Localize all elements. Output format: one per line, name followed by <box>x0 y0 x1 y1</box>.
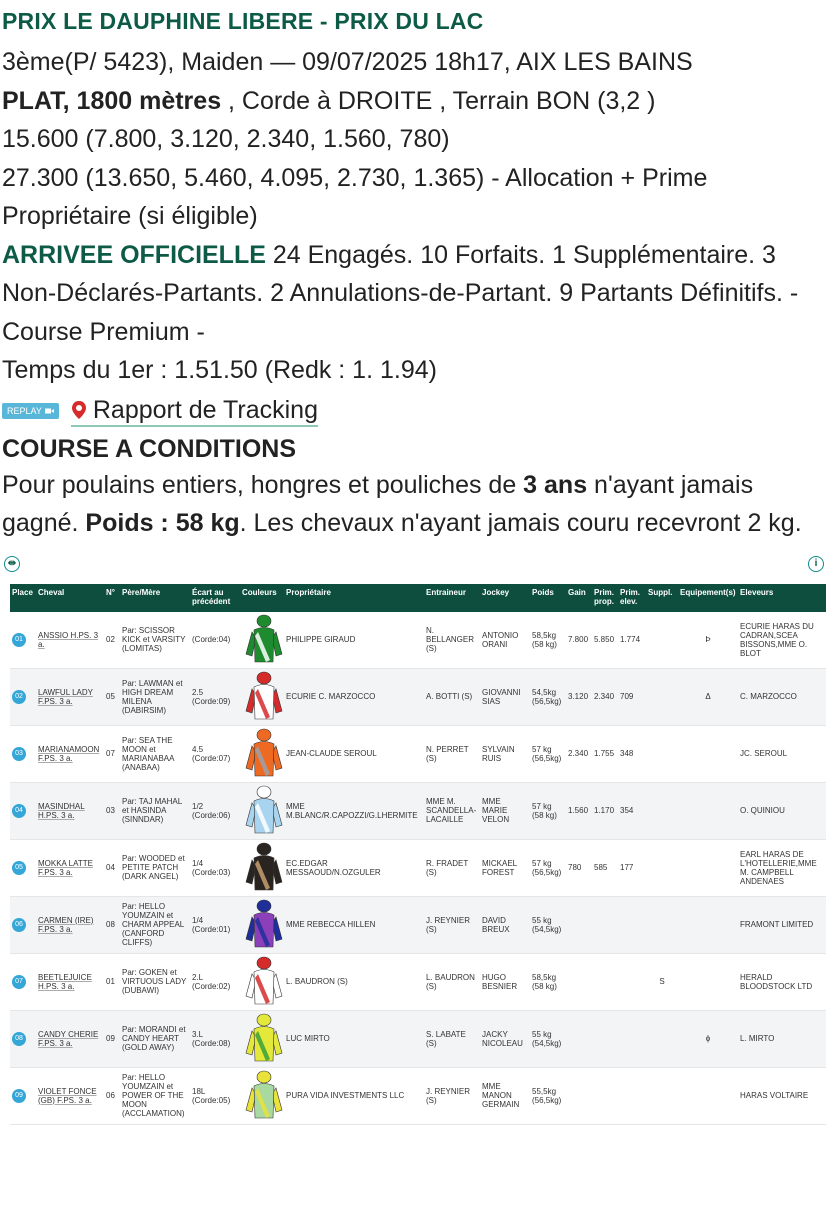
cell-trainer: MME M. SCANDELLA-LACAILLE <box>424 782 480 839</box>
cell-suppl <box>646 782 678 839</box>
cell-num: 01 <box>104 953 120 1010</box>
cell-suppl <box>646 1010 678 1067</box>
place-badge: 07 <box>12 975 26 989</box>
cell-parents: Par: GOKEN et VIRTUOUS LADY (DUBAWI) <box>120 953 190 1010</box>
winner-time: Temps du 1er : 1.51.50 (Redk : 1. 1.94) <box>2 356 437 384</box>
cell-equip <box>678 725 738 782</box>
horse-link[interactable]: MOKKA LATTE F.PS. 3 a. <box>38 858 93 877</box>
header-9: Poids <box>530 584 566 612</box>
header-10: Gain <box>566 584 592 612</box>
header-11: Prim. prop. <box>592 584 618 612</box>
cell-trainer: N. PERRET (S) <box>424 725 480 782</box>
cell-equip <box>678 953 738 1010</box>
race-title: PRIX LE DAUPHINE LIBERE - PRIX DU LAC <box>2 8 484 34</box>
cell-owner: PURA VIDA INVESTMENTS LLC <box>284 1067 424 1124</box>
horse-link[interactable]: ANSSIO H.PS. 3 a. <box>38 630 99 649</box>
horse-link[interactable]: VIOLET FONCE (GB) F.PS. 3 a. <box>38 1086 97 1105</box>
cell-equip: ϕ <box>678 1010 738 1067</box>
cell-poids: 58,5kg (58 kg) <box>530 612 566 669</box>
cell-suppl <box>646 896 678 953</box>
cell-gain: 7.800 <box>566 612 592 669</box>
horse-link[interactable]: MASINDHAL H.PS. 3 a. <box>38 801 85 820</box>
cell-owner: LUC MIRTO <box>284 1010 424 1067</box>
cell-horse <box>36 725 104 782</box>
prizes-line-2: 27.300 (13.650, 5.460, 4.095, 2.730, 1.365) - Allocation + Prime Propriétaire (si éligible) <box>2 163 708 230</box>
cell-poids: 55 kg (54,5kg) <box>530 896 566 953</box>
cell-gain <box>566 1067 592 1124</box>
table-row <box>10 612 826 669</box>
cell-suppl <box>646 1067 678 1124</box>
cell-horse <box>36 668 104 725</box>
cell-breeder: O. QUINIOU <box>738 782 826 839</box>
cell-suppl: S <box>646 953 678 1010</box>
table-body <box>10 612 826 1125</box>
cell-breeder: HERALD BLOODSTOCK LTD <box>738 953 826 1010</box>
cell-breeder: FRAMONT LIMITED <box>738 896 826 953</box>
header-3: Père/Mère <box>120 584 190 612</box>
cell-poids: 57 kg (56,5kg) <box>530 725 566 782</box>
horse-link[interactable]: MARIANAMOON F.PS. 3 a. <box>38 744 100 763</box>
cell-owner: ECURIE C. MARZOCCO <box>284 668 424 725</box>
cell-num: 04 <box>104 839 120 896</box>
cell-gain <box>566 896 592 953</box>
cond-t2: n'ayant jamais gagné. <box>2 470 754 537</box>
cell-owner: MME M.BLANC/R.CAPOZZI/G.LHERMITE <box>284 782 424 839</box>
swap-icon[interactable]: ⇹ <box>4 556 20 572</box>
cell-owner: EC.EDGAR MESSAOUD/N.OZGULER <box>284 839 424 896</box>
horse-link[interactable]: CANDY CHERIE F.PS. 3 a. <box>38 1029 99 1048</box>
place-badge: 09 <box>12 1089 26 1103</box>
cond-b2: Poids : 58 kg <box>85 508 240 537</box>
cell-pe: 709 <box>618 668 646 725</box>
jockey-silk-icon <box>242 785 284 835</box>
header-0: Place <box>10 584 36 612</box>
cell-pe: 177 <box>618 839 646 896</box>
cell-place <box>10 782 36 839</box>
jockey-silk-icon <box>242 842 284 892</box>
cell-owner: JEAN-CLAUDE SEROUL <box>284 725 424 782</box>
cell-gain <box>566 953 592 1010</box>
cell-parents: Par: HELLO YOUMZAIN et POWER OF THE MOON (ACCLAMATION) <box>120 1067 190 1124</box>
cell-poids: 57 kg (56,5kg) <box>530 839 566 896</box>
race-meta: 3ème(P/ 5423), Maiden — 09/07/2025 18h17, AIX LES BAINS <box>2 48 693 76</box>
cell-pe: 354 <box>618 782 646 839</box>
cell-pe <box>618 953 646 1010</box>
cell-parents: Par: HELLO YOUMZAIN et CHARM APPEAL (CANFORD CLIFFS) <box>120 896 190 953</box>
cell-horse <box>36 1010 104 1067</box>
cell-horse <box>36 1067 104 1124</box>
cell-pp: 1.755 <box>592 725 618 782</box>
cell-num: 05 <box>104 668 120 725</box>
horse-link[interactable]: CARMEN (IRE) F.PS. 3 a. <box>38 915 94 934</box>
cell-silk <box>240 725 284 782</box>
cell-suppl <box>646 839 678 896</box>
table-row <box>10 1067 826 1124</box>
cell-equip: Δ <box>678 668 738 725</box>
cell-pp <box>592 1010 618 1067</box>
conditions-title: COURSE A CONDITIONS <box>2 434 296 463</box>
camera-icon <box>45 408 54 414</box>
cell-silk <box>240 1010 284 1067</box>
cell-gain: 780 <box>566 839 592 896</box>
cell-jockey: MME MARIE VELON <box>480 782 530 839</box>
cell-suppl <box>646 612 678 669</box>
header-2: N° <box>104 584 120 612</box>
cell-owner: PHILIPPE GIRAUD <box>284 612 424 669</box>
table-row <box>10 725 826 782</box>
replay-label: REPLAY <box>7 405 42 416</box>
cell-ecart: 1/4 (Corde:03) <box>190 839 240 896</box>
location-pin-icon <box>71 400 87 420</box>
cell-breeder: C. MARZOCCO <box>738 668 826 725</box>
cell-owner: L. BAUDRON (S) <box>284 953 424 1010</box>
cell-jockey: HUGO BESNIER <box>480 953 530 1010</box>
header-12: Prim. elev. <box>618 584 646 612</box>
cell-num: 08 <box>104 896 120 953</box>
replay-button[interactable] <box>2 403 59 419</box>
jockey-silk-icon <box>242 614 284 664</box>
place-badge: 08 <box>12 1032 26 1046</box>
cell-parents: Par: TAJ MAHAL et HASINDA (SINNDAR) <box>120 782 190 839</box>
cell-horse <box>36 953 104 1010</box>
cell-silk <box>240 953 284 1010</box>
cell-breeder: EARL HARAS DE L'HOTELLERIE,MME M. CAMPBELL ANDENAES <box>738 839 826 896</box>
cell-num: 09 <box>104 1010 120 1067</box>
cell-parents: Par: LAWMAN et HIGH DREAM MILENA (DABIRSIM) <box>120 668 190 725</box>
cell-breeder: JC. SEROUL <box>738 725 826 782</box>
cell-jockey: GIOVANNI SIAS <box>480 668 530 725</box>
cell-pp: 2.340 <box>592 668 618 725</box>
jockey-silk-icon <box>242 728 284 778</box>
race-distance <box>2 82 832 121</box>
conditions-text <box>2 466 832 542</box>
cell-ecart: 1/2 (Corde:06) <box>190 782 240 839</box>
cell-horse <box>36 612 104 669</box>
cell-place <box>10 612 36 669</box>
cell-trainer: J. REYNIER (S) <box>424 896 480 953</box>
cell-trainer: N. BELLANGER (S) <box>424 612 480 669</box>
cell-horse <box>36 839 104 896</box>
cell-parents: Par: SCISSOR KICK et VARSITY (LOMITAS) <box>120 612 190 669</box>
cell-trainer: R. FRADET (S) <box>424 839 480 896</box>
cell-jockey: ANTONIO ORANI <box>480 612 530 669</box>
results-table <box>10 584 826 1125</box>
cell-pe: 348 <box>618 725 646 782</box>
cell-pe: 1.774 <box>618 612 646 669</box>
cell-poids: 55,5kg (56,5kg) <box>530 1067 566 1124</box>
cell-place <box>10 839 36 896</box>
cell-num: 06 <box>104 1067 120 1124</box>
cell-suppl <box>646 725 678 782</box>
cell-place <box>10 1067 36 1124</box>
place-badge: 01 <box>12 633 26 647</box>
cell-ecart: 4.5 (Corde:07) <box>190 725 240 782</box>
info-icon[interactable]: i <box>808 556 824 572</box>
cell-horse <box>36 782 104 839</box>
cell-silk <box>240 782 284 839</box>
cell-gain: 2.340 <box>566 725 592 782</box>
header-15: Eleveurs <box>738 584 826 612</box>
cell-parents: Par: MORANDI et CANDY HEART (GOLD AWAY) <box>120 1010 190 1067</box>
table-row <box>10 668 826 725</box>
cond-t3: . Les chevaux n'ayant jamais couru recevront 2 kg. <box>239 508 802 537</box>
prizes-line-1: 15.600 (7.800, 3.120, 2.340, 1.560, 780) <box>2 125 450 153</box>
cell-silk <box>240 668 284 725</box>
cell-pp <box>592 1067 618 1124</box>
cell-pp: 1.170 <box>592 782 618 839</box>
cell-jockey: SYLVAIN RUIS <box>480 725 530 782</box>
cell-poids: 54,5kg (56,5kg) <box>530 668 566 725</box>
cell-pp <box>592 896 618 953</box>
jockey-silk-icon <box>242 956 284 1006</box>
cell-jockey: JACKY NICOLEAU <box>480 1010 530 1067</box>
cell-silk <box>240 1067 284 1124</box>
jockey-silk-icon <box>242 1013 284 1063</box>
jockey-silk-icon <box>242 1070 284 1120</box>
cell-pp: 5.850 <box>592 612 618 669</box>
cell-pp <box>592 953 618 1010</box>
distance-rest: , Corde à DROITE , Terrain BON (3,2 ) <box>221 86 656 115</box>
header-1: Cheval <box>36 584 104 612</box>
tools-row <box>2 394 832 428</box>
cell-equip <box>678 1067 738 1124</box>
cell-breeder: L. MIRTO <box>738 1010 826 1067</box>
cell-num: 02 <box>104 612 120 669</box>
tracking-label: Rapport de Tracking <box>92 395 318 424</box>
header-4: Écart au précédent <box>190 584 240 612</box>
header-14: Equipement(s) <box>678 584 738 612</box>
cell-owner: MME REBECCA HILLEN <box>284 896 424 953</box>
cell-poids: 58,5kg (58 kg) <box>530 953 566 1010</box>
cell-gain <box>566 1010 592 1067</box>
header-6: Propriétaire <box>284 584 424 612</box>
cell-parents: Par: WOODED et PETITE PATCH (DARK ANGEL) <box>120 839 190 896</box>
header-7: Entraineur <box>424 584 480 612</box>
table-toolbar <box>2 556 832 578</box>
cell-ecart: (Corde:04) <box>190 612 240 669</box>
cell-pe <box>618 1067 646 1124</box>
cell-poids: 55 kg (54,5kg) <box>530 1010 566 1067</box>
cell-jockey: MME MANON GERMAIN <box>480 1067 530 1124</box>
cell-horse <box>36 896 104 953</box>
cell-equip <box>678 896 738 953</box>
table-row <box>10 782 826 839</box>
cell-equip <box>678 782 738 839</box>
cell-silk <box>240 839 284 896</box>
cell-trainer: J. REYNIER (S) <box>424 1067 480 1124</box>
cond-b1: 3 ans <box>523 470 588 499</box>
cell-jockey: MICKAEL FOREST <box>480 839 530 896</box>
cell-place <box>10 953 36 1010</box>
cell-silk <box>240 896 284 953</box>
place-badge: 03 <box>12 747 26 761</box>
arrivee-label: ARRIVEE OFFICIELLE <box>2 240 266 269</box>
arrivee-text: 24 Engagés. 10 Forfaits. 1 Supplémentaire. 3 Non-Déclarés-Partants. 2 Annulations-de-Partant. 9 Partants Définitifs. - Course Premium - <box>2 240 799 346</box>
table-header-row <box>10 584 826 612</box>
cell-gain: 3.120 <box>566 668 592 725</box>
cell-suppl <box>646 668 678 725</box>
cell-ecart: 2.L (Corde:02) <box>190 953 240 1010</box>
cell-equip <box>678 839 738 896</box>
horse-link[interactable]: LAWFUL LADY F.PS. 3 a. <box>38 687 93 706</box>
cell-num: 07 <box>104 725 120 782</box>
arrivee <box>2 236 832 352</box>
cell-trainer: S. LABATE (S) <box>424 1010 480 1067</box>
cell-ecart: 1/4 (Corde:01) <box>190 896 240 953</box>
cell-gain: 1.560 <box>566 782 592 839</box>
cell-parents: Par: SEA THE MOON et MARIANABAA (ANABAA) <box>120 725 190 782</box>
place-badge: 05 <box>12 861 26 875</box>
header-13: Suppl. <box>646 584 678 612</box>
cell-breeder: HARAS VOLTAIRE <box>738 1067 826 1124</box>
place-badge: 06 <box>12 918 26 932</box>
cell-ecart: 18L (Corde:05) <box>190 1067 240 1124</box>
table-row <box>10 953 826 1010</box>
cell-pe <box>618 896 646 953</box>
cell-ecart: 3.L (Corde:08) <box>190 1010 240 1067</box>
table-row <box>10 839 826 896</box>
distance-bold: PLAT, 1800 mètres <box>2 86 222 115</box>
cell-place <box>10 1010 36 1067</box>
cell-place <box>10 896 36 953</box>
cell-trainer: L. BAUDRON (S) <box>424 953 480 1010</box>
cell-pp: 585 <box>592 839 618 896</box>
cell-place <box>10 725 36 782</box>
cell-trainer: A. BOTTI (S) <box>424 668 480 725</box>
header-8: Jockey <box>480 584 530 612</box>
cond-t1: Pour poulains entiers, hongres et pouliches de <box>2 470 524 499</box>
place-badge: 02 <box>12 690 26 704</box>
cell-equip: Þ <box>678 612 738 669</box>
cell-place <box>10 668 36 725</box>
cell-num: 03 <box>104 782 120 839</box>
table-row <box>10 1010 826 1067</box>
horse-link[interactable]: BEETLEJUICE H.PS. 3 a. <box>38 972 92 991</box>
table-row <box>10 896 826 953</box>
header-5: Couleurs <box>240 584 284 612</box>
jockey-silk-icon <box>242 671 284 721</box>
cell-pe <box>618 1010 646 1067</box>
cell-silk <box>240 612 284 669</box>
tracking-link[interactable] <box>71 395 318 427</box>
cell-ecart: 2.5 (Corde:09) <box>190 668 240 725</box>
place-badge: 04 <box>12 804 26 818</box>
jockey-silk-icon <box>242 899 284 949</box>
cell-poids: 57 kg (58 kg) <box>530 782 566 839</box>
cell-jockey: DAVID BREUX <box>480 896 530 953</box>
cell-breeder: ECURIE HARAS DU CADRAN,SCEA BISSONS,MME O. BLOT <box>738 612 826 669</box>
